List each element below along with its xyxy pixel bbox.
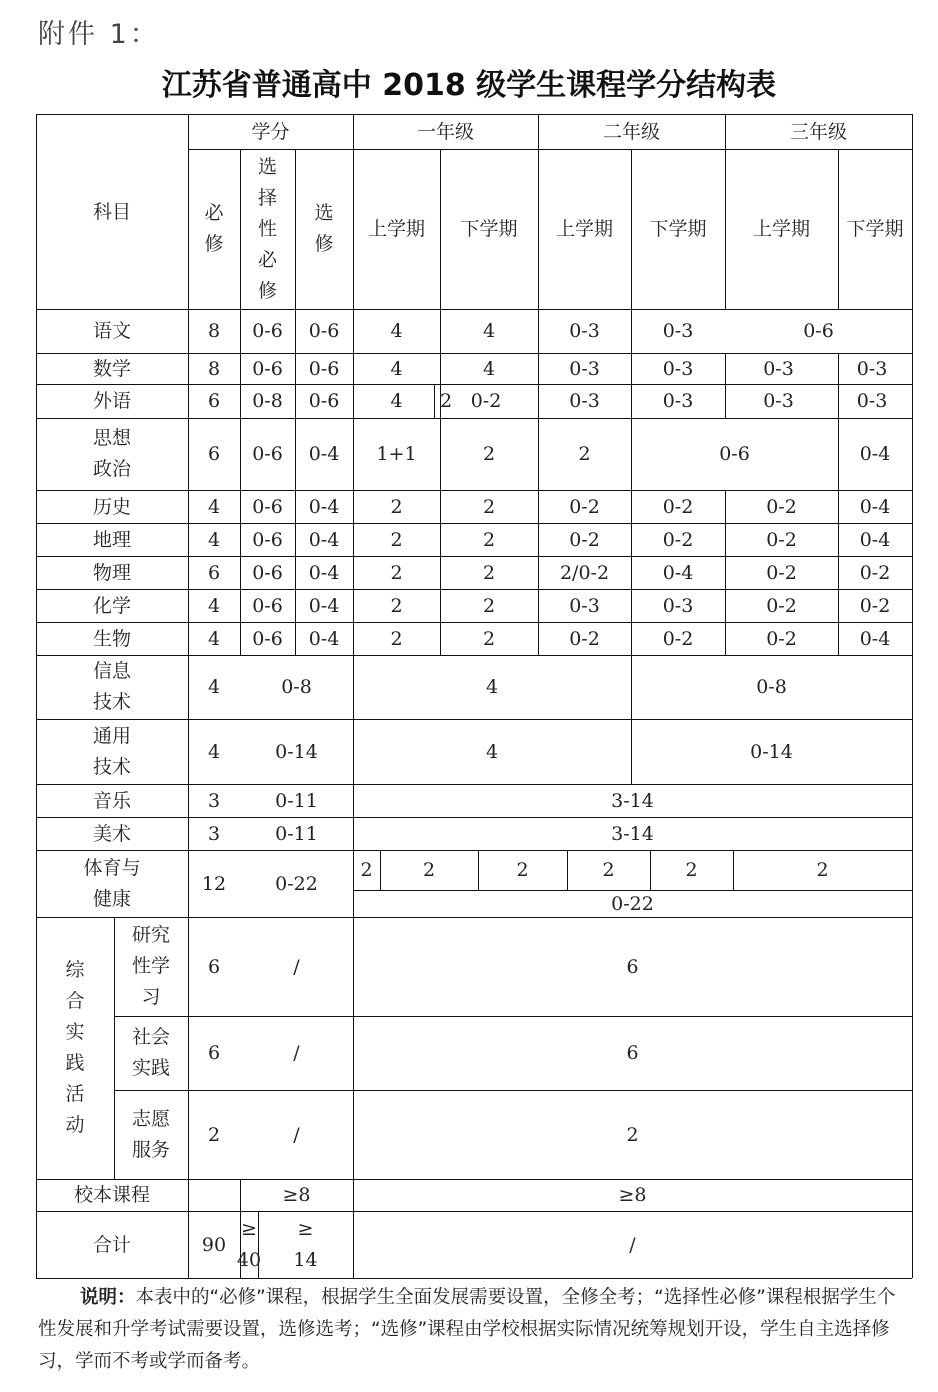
g2-term1-value: 0-3 (569, 594, 600, 617)
subject-name: 体育与 健康 (83, 856, 141, 910)
g2-term1-value: 0-3 (569, 390, 600, 412)
g2-term2-g3-term1-value: 0-6 (719, 443, 750, 465)
g2-term2-value: 0-2 (662, 528, 694, 551)
g1-term2-value: 4 (482, 357, 496, 380)
subject-name: 生物 (92, 627, 131, 650)
g1-term1-value: 2 (390, 528, 403, 551)
required-credits: 4 (207, 528, 221, 551)
g2-term2-value: 0-3 (662, 594, 694, 617)
subject-name: 地理 (92, 528, 131, 551)
first-value: 4 (485, 740, 499, 763)
g2-term1-value: 0-2 (569, 495, 600, 518)
page-title: 江苏省普通高中 2018 级学生课程学分结构表 (161, 68, 777, 103)
selective-elective-credits: 0-11 (275, 822, 318, 845)
g2-term1-value: 2/0-2 (559, 561, 610, 584)
all-terms-value: 6 (626, 1042, 639, 1064)
all-terms-value: 2 (626, 1123, 639, 1146)
g3-term2-value: 0-2 (859, 594, 891, 617)
rest-value: 0-14 (750, 740, 793, 763)
required-credits: 6 (207, 955, 221, 978)
selective-elective-credits: / (293, 1042, 300, 1064)
total-terms-value: / (629, 1233, 636, 1256)
all-terms-value: 3-14 (611, 822, 654, 845)
required-credits: 6 (207, 1042, 221, 1064)
total-label: 合计 (92, 1233, 131, 1256)
activity-name: 志愿 服务 (131, 1107, 170, 1161)
g2-term2-value: 0-3 (662, 390, 694, 412)
header-g2-term2: 下学期 (649, 218, 707, 240)
activity-name: 研究 性学 习 (131, 924, 170, 1008)
g1-term1-value: 1+1 (376, 443, 417, 465)
header-credits: 学分 (251, 120, 290, 143)
g3-term1-value: 0-3 (763, 357, 794, 380)
g1-term1-value: 2 (390, 627, 403, 650)
header-grade2: 二年级 (602, 120, 660, 143)
g1-term2-value: 2 (482, 528, 496, 551)
g1-term1-value: 4 (390, 390, 403, 412)
required-credits: 6 (207, 443, 221, 465)
g1-term1-value: 2 (390, 495, 403, 518)
header-grade3: 三年级 (789, 120, 847, 143)
elective-credits: 0-6 (308, 390, 340, 412)
g3-term2-value: 0-3 (856, 390, 888, 412)
g1-term2-value: 2 (482, 443, 496, 465)
g2-term2-value: 0-2 (662, 627, 694, 650)
subject-name: 信息 技术 (92, 660, 131, 713)
header-g1-term2: 下学期 (460, 218, 518, 240)
g3-term1-value: 0-2 (766, 495, 797, 518)
elective-credits: 0-4 (308, 495, 340, 518)
elective-credits: 0-4 (308, 561, 340, 584)
subject-name: 校本课程 (73, 1184, 150, 1206)
g2-term1-value: 0-2 (569, 528, 600, 551)
header-g3-term2: 下学期 (846, 218, 904, 240)
elective-credits: 0-4 (308, 528, 340, 551)
pe-term-value: 2 (685, 859, 698, 881)
g2-term1-value: 2 (578, 443, 591, 465)
g1-term2-value-b: 0-2 (470, 390, 502, 412)
selective-elective-credits: ≥8 (282, 1184, 311, 1206)
g1-term2-value: 2 (482, 594, 496, 617)
elective-credits: 0-4 (308, 443, 340, 465)
total-elective: ≥ 14 (293, 1217, 318, 1271)
elective-credits: 0-6 (308, 357, 340, 380)
required-credits: 6 (207, 390, 221, 412)
all-terms-value: ≥8 (618, 1184, 647, 1206)
required-credits: 8 (207, 357, 221, 380)
required-credits: 4 (207, 676, 221, 698)
selective-required-credits: 0-6 (252, 320, 283, 342)
g3-term2-value: 0-2 (859, 561, 891, 584)
first-value: 4 (485, 676, 499, 698)
selective-elective-credits: 0-14 (275, 740, 318, 763)
elective-credits: 0-4 (308, 627, 340, 650)
required-credits: 3 (207, 789, 221, 812)
g1-term2-value: 2 (482, 495, 496, 518)
subject-name: 物理 (92, 561, 131, 584)
header-g2-term1: 上学期 (555, 218, 613, 240)
composite-group-label: 综 合 实 践 活 动 (65, 959, 85, 1136)
g2-term2-value: 0-4 (662, 561, 694, 584)
selective-required-credits: 0-8 (252, 390, 283, 412)
selective-elective-credits: / (293, 955, 300, 978)
attachment-label: 附件 1： (38, 19, 160, 50)
selective-required-credits: 0-6 (252, 495, 283, 518)
subject-name: 化学 (92, 594, 131, 617)
pe-term-value: 2 (360, 859, 373, 881)
selective-required-credits: 0-6 (252, 627, 283, 650)
pe-total-value: 0-22 (611, 892, 654, 915)
table-note (38, 1282, 910, 1378)
g3-term2-value: 0-4 (859, 528, 891, 551)
activity-name: 社会 实践 (131, 1026, 170, 1079)
pe-term-value: 2 (516, 859, 529, 881)
header-subject: 科目 (92, 200, 131, 223)
g3-term1-value: 0-3 (763, 390, 794, 412)
total-selective-required: ≥ 40 (236, 1217, 262, 1271)
g3-term1-value: 0-2 (766, 627, 797, 650)
required-credits: 2 (207, 1123, 221, 1146)
g3-value: 0-6 (803, 320, 834, 342)
subject-name: 音乐 (92, 789, 131, 812)
note-label: 说明： (80, 1287, 136, 1308)
g1-term1-value: 4 (390, 320, 403, 342)
selective-elective-credits: 0-8 (281, 676, 312, 698)
subject-name: 数学 (92, 357, 131, 380)
elective-credits: 0-6 (308, 320, 340, 342)
required-credits: 4 (207, 495, 221, 518)
required-credits: 8 (207, 320, 221, 342)
g2-term1-value: 0-3 (569, 357, 600, 380)
g3-term2-value: 0-3 (856, 357, 888, 380)
subject-name: 美术 (92, 822, 131, 845)
elective-credits: 0-4 (308, 594, 340, 617)
g3-term1-value: 0-2 (766, 561, 797, 584)
header-g3-term1: 上学期 (752, 218, 810, 240)
g3-term2-value: 0-4 (859, 495, 891, 518)
g1-term2-value: 2 (482, 561, 496, 584)
g1-term2-value: 4 (482, 320, 496, 342)
selective-required-credits: 0-6 (252, 443, 283, 465)
selective-elective-credits: 0-22 (275, 872, 318, 895)
note-text: 本表中的“必修”课程，根据学生全面发展需要设置，全修全考；“选择性必修”课程根据学生个性发展和升学考试需要设置，选修选考；“选修”课程由学校根据实际情况统筹规划开设，学生自主选择修习，学而不考或学而备考。 (38, 1287, 896, 1372)
required-credits: 6 (207, 561, 221, 584)
selective-required-credits: 0-6 (252, 357, 283, 380)
g3-term2-value: 0-4 (859, 443, 891, 465)
subject-name: 通用 技术 (92, 724, 131, 778)
subject-name: 历史 (92, 495, 131, 518)
selective-elective-credits: 0-11 (275, 789, 318, 812)
header-required: 必 修 (204, 202, 224, 255)
header-g1-term1: 上学期 (367, 218, 425, 240)
selective-required-credits: 0-6 (252, 561, 283, 584)
pe-term-value: 2 (422, 859, 436, 881)
all-terms-value: 3-14 (611, 789, 654, 812)
g3-term1-value: 0-2 (766, 594, 797, 617)
subject-name: 思想 政治 (92, 427, 131, 480)
g1-term2-value-a: 2 (440, 390, 453, 412)
g1-term1-value: 2 (390, 561, 403, 584)
credit-structure-table (36, 114, 912, 1278)
g1-term2-value: 2 (482, 627, 496, 650)
g1-term1-value: 2 (390, 594, 403, 617)
required-credits: 4 (207, 627, 221, 650)
required-credits: 4 (207, 594, 221, 617)
required-credits: 3 (207, 822, 221, 845)
g3-term2-value: 0-4 (859, 627, 891, 650)
g2-term1-value: 0-2 (569, 627, 600, 650)
all-terms-value: 6 (626, 955, 639, 978)
rest-value: 0-8 (756, 676, 787, 698)
g1-term1-value: 4 (390, 357, 403, 380)
selective-elective-credits: / (293, 1123, 300, 1146)
selective-required-credits: 0-6 (252, 594, 283, 617)
pe-term-value: 2 (816, 859, 829, 881)
g3-term1-value: 0-2 (766, 528, 797, 551)
g2-term1-value: 0-3 (569, 320, 600, 342)
required-credits: 12 (201, 872, 227, 895)
g2-term2-value: 0-3 (662, 357, 694, 380)
pe-term-value: 2 (602, 859, 615, 881)
subject-name: 语文 (92, 320, 131, 342)
header-elective: 选 修 (314, 202, 334, 255)
header-selective-required: 选 择 性 必 修 (257, 155, 277, 302)
g2-term2-value: 0-3 (662, 320, 694, 342)
subject-name: 外语 (92, 390, 131, 412)
g2-term2-value: 0-2 (662, 495, 694, 518)
total-required: 90 (201, 1233, 227, 1256)
required-credits: 4 (207, 740, 221, 763)
header-grade1: 一年级 (416, 120, 474, 143)
selective-required-credits: 0-6 (252, 528, 283, 551)
